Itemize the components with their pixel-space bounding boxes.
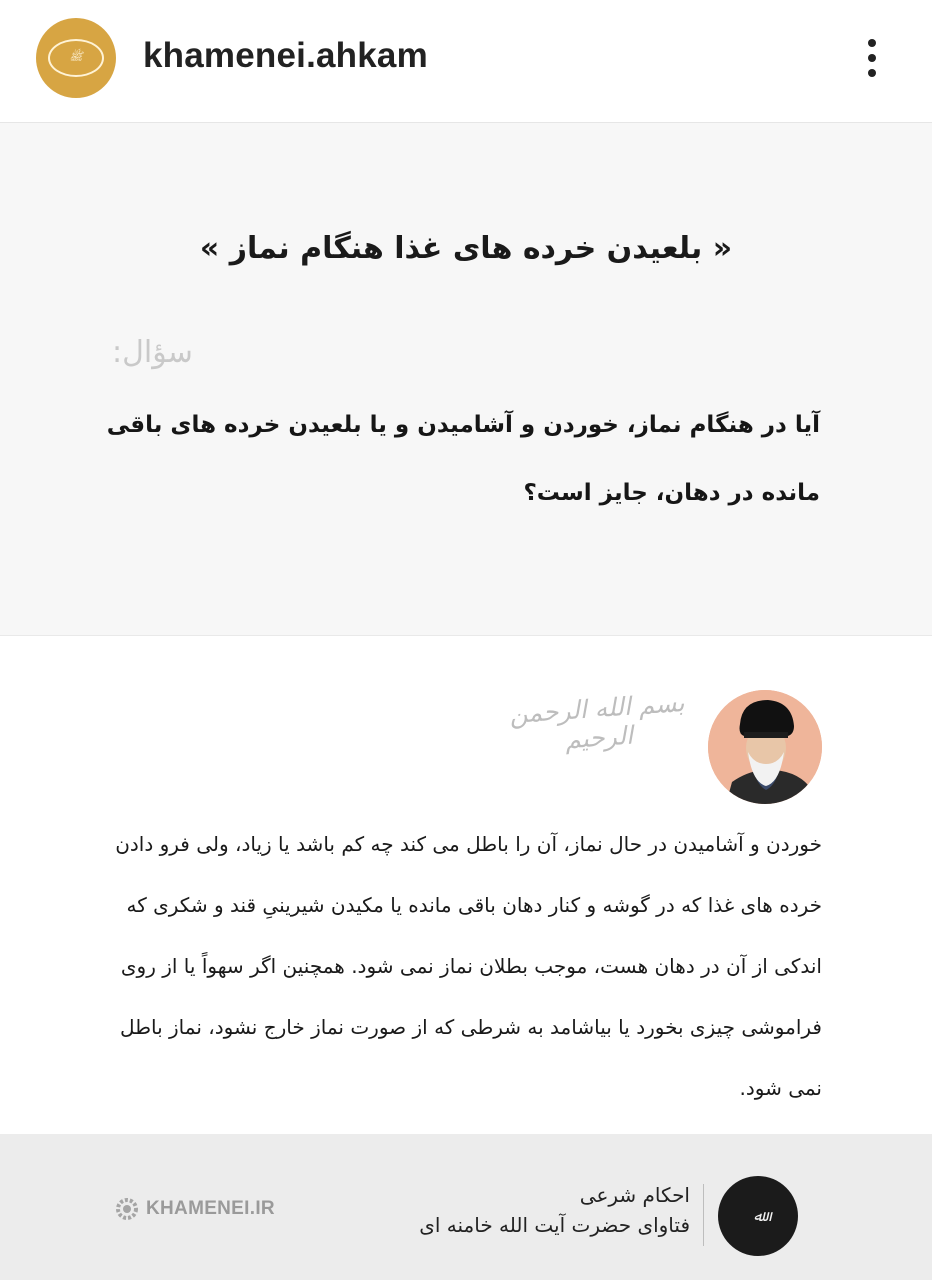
profile-username[interactable]: khamenei.ahkam bbox=[143, 36, 428, 75]
bismillah-calligraphy: بسم الله الرحمن الرحیم bbox=[508, 687, 686, 755]
question-panel bbox=[0, 123, 932, 636]
author-photo bbox=[708, 690, 822, 804]
question-text: آیا در هنگام نماز، خوردن و آشامیدن و یا بلعیدن خرده های باقی مانده در دهان، جایز است؟ bbox=[106, 412, 820, 506]
more-options-button[interactable] bbox=[852, 30, 892, 86]
answer-panel bbox=[0, 636, 932, 1134]
site-name: KHAMENEI.IR bbox=[146, 1198, 275, 1219]
profile-avatar[interactable] bbox=[36, 18, 116, 98]
footer-line-1: احکام شرعی bbox=[579, 1183, 690, 1207]
calligraphy-badge-icon: ﷲ bbox=[718, 1176, 798, 1256]
gear-logo-icon bbox=[112, 1194, 142, 1224]
question-label: سؤال: bbox=[112, 335, 193, 370]
vertical-dots-icon bbox=[868, 39, 876, 47]
profile-header bbox=[0, 0, 932, 123]
dot bbox=[868, 54, 876, 62]
dot bbox=[868, 69, 876, 77]
cleric-portrait-icon bbox=[708, 690, 822, 804]
calligraphy-logo-icon: ﷺ bbox=[48, 39, 104, 77]
footer-line-2: فتاوای حضرت آیت الله خامنه ای bbox=[419, 1213, 690, 1237]
post-footer bbox=[0, 1134, 932, 1280]
site-logo bbox=[112, 1194, 275, 1224]
post-title: « بلعیدن خرده های غذا هنگام نماز » bbox=[199, 231, 733, 266]
footer-divider bbox=[703, 1184, 704, 1246]
answer-text: خوردن و آشامیدن در حال نماز، آن را باطل می کند چه کم باشد یا زیاد، ولی فرو دادن خرده های غذا که در گوشه و کنار دهان باقی مانده یا مکیدن شیرینیِ قند و شکری که اندکی از آن در دهان هست، موجب بطلان نماز نمی شود. همچنین اگر سهواً یا از روی فراموشی چیزی بخورد یا بیاشامد به شرطی که از صورت نماز خارج نشود، نماز باطل نمی شود. bbox=[115, 832, 822, 1100]
footer-caption bbox=[380, 1180, 690, 1240]
